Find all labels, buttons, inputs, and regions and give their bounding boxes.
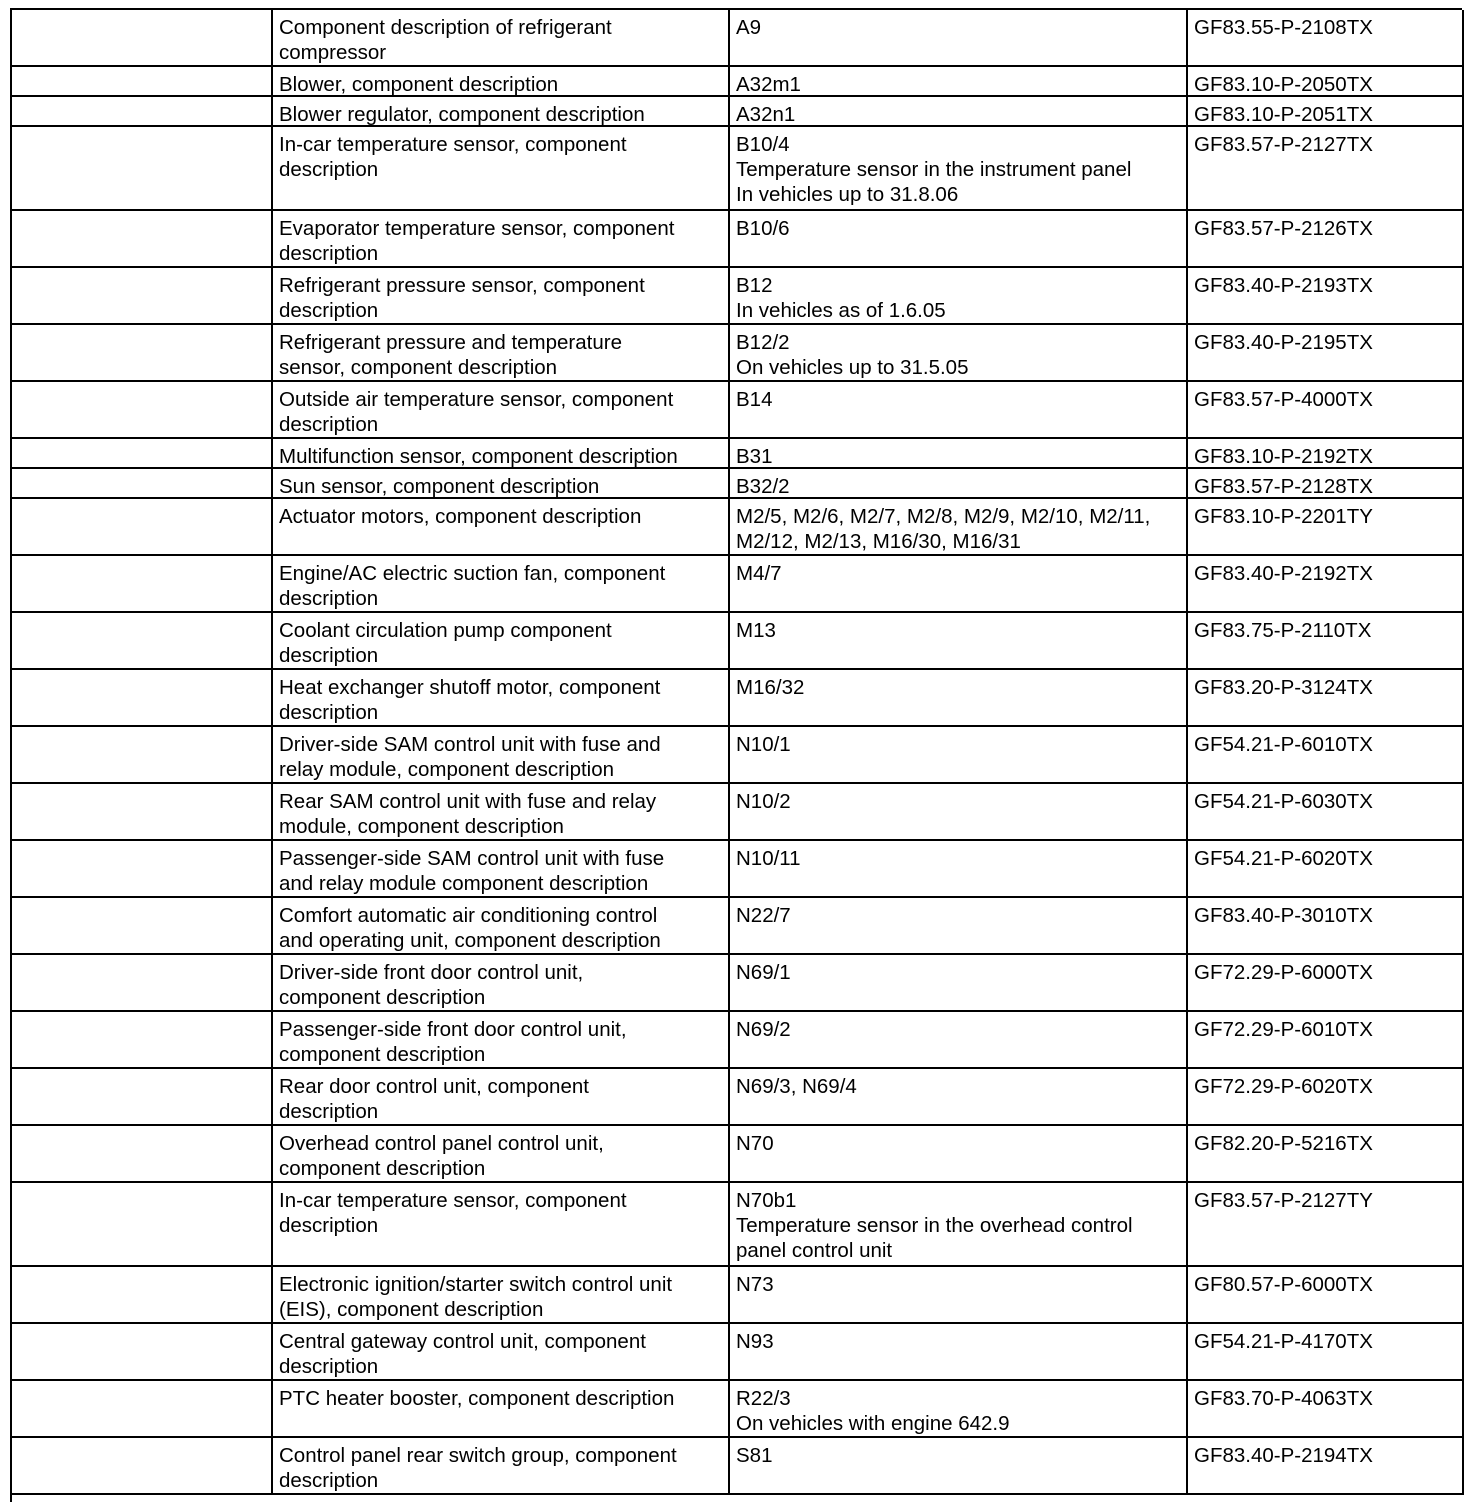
document-number-cell: GF83.55-P-2108TX xyxy=(1188,10,1464,67)
document-number-cell: GF72.29-P-6010TX xyxy=(1188,1012,1464,1069)
component-table xyxy=(10,8,1462,1502)
component-description-cell: Driver-side front door control unit, component description xyxy=(273,955,730,1012)
table-cell-empty xyxy=(12,10,273,67)
component-code-cell: S81 xyxy=(730,1438,1188,1495)
component-description-cell: Passenger-side SAM control unit with fuse and relay module component description xyxy=(273,841,730,898)
table-cell-empty xyxy=(12,1381,273,1438)
document-number-cell: GF72.29-P-6000TX xyxy=(1188,955,1464,1012)
document-number-cell: GF54.21-P-6010TX xyxy=(1188,727,1464,784)
component-description-cell: Electronic ignition/starter switch control unit (EIS), component description xyxy=(273,1267,730,1324)
component-code-cell: N22/7 xyxy=(730,898,1188,955)
component-code-cell: B14 xyxy=(730,382,1188,439)
component-code-cell: N69/3, N69/4 xyxy=(730,1069,1188,1126)
table-cell-empty xyxy=(12,1438,273,1495)
document-number-cell: GF83.40-P-2195TX xyxy=(1188,325,1464,382)
component-code-cell: A32n1 xyxy=(730,97,1188,127)
component-description-cell: Driver-side SAM control unit with fuse and relay module, component description xyxy=(273,727,730,784)
component-description-cell: Central gateway control unit, component description xyxy=(273,1324,730,1381)
table-cell-empty xyxy=(12,67,273,97)
document-number-cell: GF54.21-P-4170TX xyxy=(1188,1324,1464,1381)
component-description-cell: Coolant circulation pump component description xyxy=(273,613,730,670)
component-description-cell: Rear door control unit, component description xyxy=(273,1069,730,1126)
component-code-cell: B12/2 On vehicles up to 31.5.05 xyxy=(730,325,1188,382)
component-description-cell: Comfort automatic air conditioning control and operating unit, component description xyxy=(273,898,730,955)
component-code-cell: B31 xyxy=(730,439,1188,469)
document-number-cell: GF82.20-P-5216TX xyxy=(1188,1126,1464,1183)
table-cell-empty xyxy=(12,556,273,613)
document-number-cell: GF83.40-P-3010TX xyxy=(1188,898,1464,955)
document-number-cell: GF80.57-P-6000TX xyxy=(1188,1267,1464,1324)
component-description-cell: Evaporator temperature sensor, component description xyxy=(273,211,730,268)
table-cell-empty xyxy=(12,841,273,898)
table-cell-empty xyxy=(12,97,273,127)
document-number-cell: GF83.40-P-2194TX xyxy=(1188,1438,1464,1495)
component-code-cell: A32m1 xyxy=(730,67,1188,97)
component-code-cell: N10/2 xyxy=(730,784,1188,841)
component-code-cell: M2/5, M2/6, M2/7, M2/8, M2/9, M2/10, M2/11, M2/12, M2/13, M16/30, M16/31 xyxy=(730,499,1188,556)
component-code-cell: N69/2 xyxy=(730,1012,1188,1069)
table-cell-empty xyxy=(12,268,273,325)
table-cell-empty xyxy=(12,439,273,469)
component-description-cell: In-car temperature sensor, component description xyxy=(273,127,730,211)
table-cell-empty xyxy=(12,1069,273,1126)
component-code-cell: B32/2 xyxy=(730,469,1188,499)
document-number-cell: GF83.57-P-4000TX xyxy=(1188,382,1464,439)
component-code-cell: N93 xyxy=(730,1324,1188,1381)
component-description-cell: Refrigerant pressure sensor, component description xyxy=(273,268,730,325)
document-number-cell: GF54.21-P-6020TX xyxy=(1188,841,1464,898)
document-number-cell: GF83.10-P-2051TX xyxy=(1188,97,1464,127)
table-cell-empty xyxy=(12,898,273,955)
document-number-cell: GF83.57-P-2128TX xyxy=(1188,469,1464,499)
component-code-cell: B10/4 Temperature sensor in the instrument panel In vehicles up to 31.8.06 xyxy=(730,127,1188,211)
component-code-cell: B10/6 xyxy=(730,211,1188,268)
table-cell-empty xyxy=(12,727,273,784)
component-code-cell: B12 In vehicles as of 1.6.05 xyxy=(730,268,1188,325)
component-code-cell: M4/7 xyxy=(730,556,1188,613)
table-cell-empty xyxy=(12,784,273,841)
component-code-cell: A9 xyxy=(730,10,1188,67)
component-code-cell: N69/1 xyxy=(730,955,1188,1012)
component-code-cell: N10/1 xyxy=(730,727,1188,784)
document-number-cell: GF83.57-P-2126TX xyxy=(1188,211,1464,268)
component-code-cell: N73 xyxy=(730,1267,1188,1324)
component-description-cell: Heat exchanger shutoff motor, component description xyxy=(273,670,730,727)
table-cell-empty xyxy=(12,1324,273,1381)
component-description-cell: PTC heater booster, component description xyxy=(273,1381,730,1438)
component-description-cell: Engine/AC electric suction fan, component description xyxy=(273,556,730,613)
table-cell-empty xyxy=(12,499,273,556)
component-code-cell: M16/32 xyxy=(730,670,1188,727)
document-number-cell: GF83.57-P-2127TY xyxy=(1188,1183,1464,1267)
table-cell-empty xyxy=(12,670,273,727)
table-cell-empty xyxy=(12,325,273,382)
component-description-cell: Blower, component description xyxy=(273,67,730,97)
component-code-cell: N70b1 Temperature sensor in the overhead control panel control unit xyxy=(730,1183,1188,1267)
table-cell-empty xyxy=(12,613,273,670)
component-code-cell: R22/3 On vehicles with engine 642.9 xyxy=(730,1381,1188,1438)
document-number-cell: GF83.10-P-2192TX xyxy=(1188,439,1464,469)
table-cell-empty xyxy=(12,382,273,439)
component-description-cell: Rear SAM control unit with fuse and relay module, component description xyxy=(273,784,730,841)
component-description-cell: Multifunction sensor, component description xyxy=(273,439,730,469)
component-description-cell: Sun sensor, component description xyxy=(273,469,730,499)
component-description-cell: Blower regulator, component description xyxy=(273,97,730,127)
table-cell-empty xyxy=(12,955,273,1012)
component-description-cell: Outside air temperature sensor, component description xyxy=(273,382,730,439)
component-description-cell: Actuator motors, component description xyxy=(273,499,730,556)
document-number-cell: GF83.10-P-2050TX xyxy=(1188,67,1464,97)
table-cell-empty xyxy=(12,1126,273,1183)
document-number-cell: GF83.40-P-2193TX xyxy=(1188,268,1464,325)
document-number-cell: GF83.57-P-2127TX xyxy=(1188,127,1464,211)
document-number-cell: GF83.75-P-2110TX xyxy=(1188,613,1464,670)
component-code-cell: N70 xyxy=(730,1126,1188,1183)
component-description-cell: Control panel rear switch group, component description xyxy=(273,1438,730,1495)
document-number-cell: GF83.40-P-2192TX xyxy=(1188,556,1464,613)
document-number-cell: GF83.20-P-3124TX xyxy=(1188,670,1464,727)
component-description-cell: Passenger-side front door control unit, component description xyxy=(273,1012,730,1069)
table-cell-empty xyxy=(12,1183,273,1267)
component-description-cell: Refrigerant pressure and temperature sensor, component description xyxy=(273,325,730,382)
document-number-cell: GF83.70-P-4063TX xyxy=(1188,1381,1464,1438)
document-number-cell: GF72.29-P-6020TX xyxy=(1188,1069,1464,1126)
table-cell-empty xyxy=(12,1012,273,1069)
table-cell-empty xyxy=(12,127,273,211)
component-description-cell: Component description of refrigerant compressor xyxy=(273,10,730,67)
component-description-cell: In-car temperature sensor, component description xyxy=(273,1183,730,1267)
document-number-cell: GF54.21-P-6030TX xyxy=(1188,784,1464,841)
component-code-cell: N10/11 xyxy=(730,841,1188,898)
document-number-cell: GF83.10-P-2201TY xyxy=(1188,499,1464,556)
table-cell-empty xyxy=(12,1267,273,1324)
component-code-cell: M13 xyxy=(730,613,1188,670)
table-cell-empty xyxy=(12,469,273,499)
component-description-cell: Overhead control panel control unit, component description xyxy=(273,1126,730,1183)
table-cell-empty xyxy=(12,211,273,268)
